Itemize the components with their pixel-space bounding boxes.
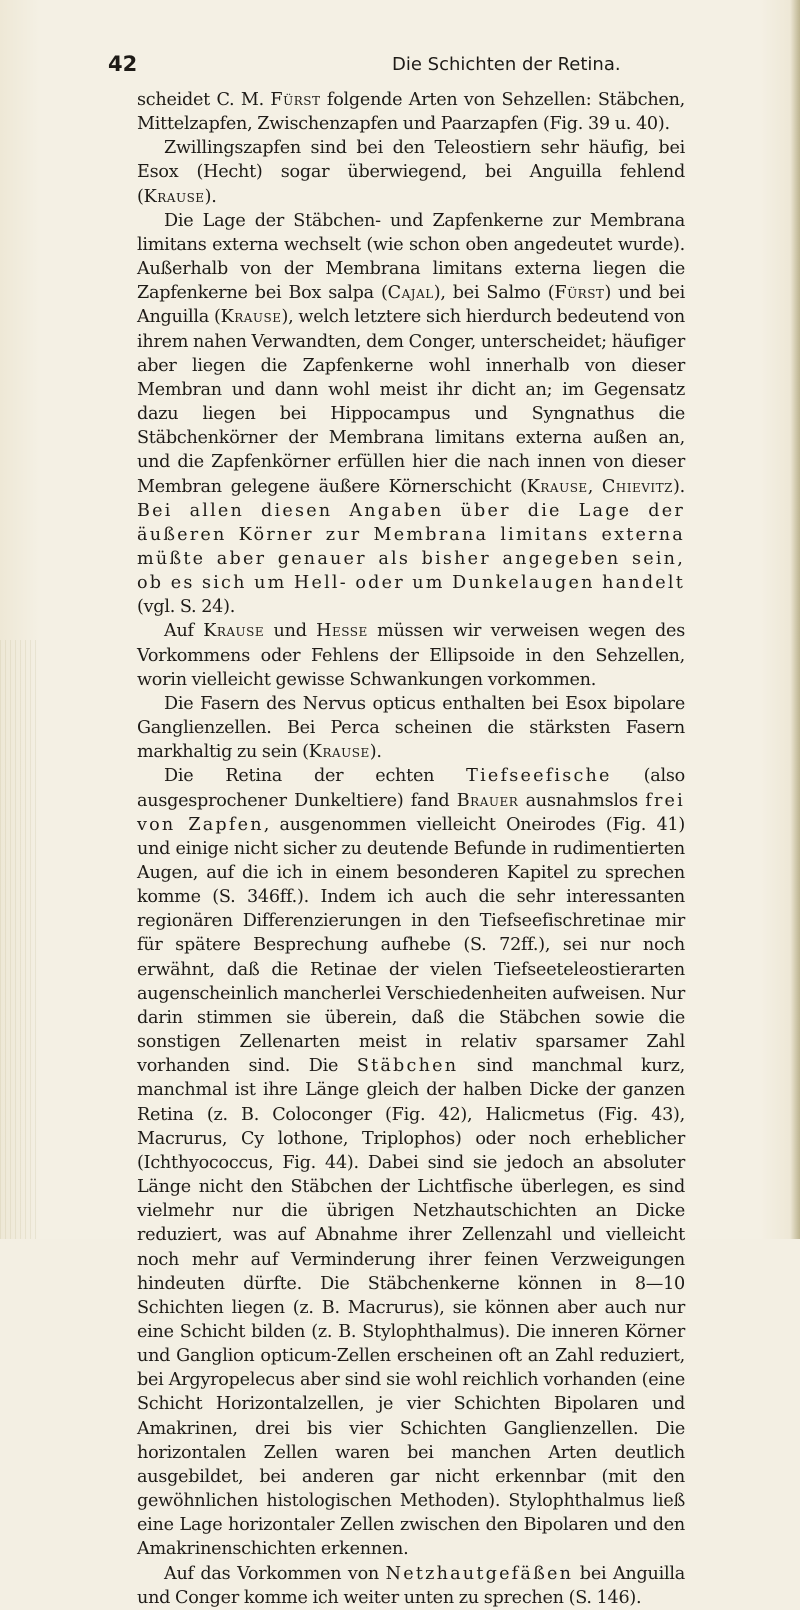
- paragraph: [137, 136, 685, 208]
- author-name: Cajal: [387, 283, 434, 304]
- text-run: Die Lage der Stäbchen- und Zapfenkerne zur Membrana limitans externa wechselt (wie schon oben angedeutet wurde). Außerhalb von der Membrana limitans externa liegen die Zapfenkerne bei Box salpa (: [137, 210, 685, 304]
- text-run: Zwillingszapfen sind bei den Teleostiern sehr häufig, bei Esox (Hecht) sogar überwiegend, bei Anguilla fehlend (: [137, 138, 685, 207]
- page-header: [108, 52, 688, 80]
- author-name: Fürst: [554, 283, 605, 304]
- text-run: (vgl. S. 24).: [137, 597, 236, 618]
- emphasized-text: Bei allen diesen Angaben über die Lage der äußeren Körner zur Membrana limitans externa müßte aber genauer als bisher angegeben sein, ob es sich um Hell- oder um Dunkelaugen handelt: [137, 500, 685, 594]
- text-run: ).: [673, 476, 685, 497]
- paragraph: [137, 209, 685, 620]
- text-run: folgende Arten von Sehzellen: Stäbchen, Mittelzapfen, Zwischenzapfen und Paarzapfen (Fig. 39 u. 40).: [137, 90, 685, 135]
- text-run: sind manchmal kurz, manchmal ist ihre Länge gleich der halben Dicke der ganzen Retina (z. B. Coloconger (Fig. 42), Halicmetus (Fig. 43), Macrurus, Cy lothone, Triplophos) oder noch erheblicher (Ichthyococcus, Fig. 44). Dabei sind sie jedoch an absoluter Länge nicht den Stäbchen der Lichtfische überlegen, es sind vielmehr nur die übrigen Netzhautschichten an Dicke reduziert, was auf Abnahme ihrer Zellenzahl und vielleicht noch mehr auf Verminderung ihrer feinen Verzweigungen hindeuten dürfte. Die Stäbchenkerne können in 8—10 Schichten liegen (z. B. Macrurus), sie können aber auch nur eine Schicht bilden (z. B. Stylophthalmus). Die inneren Körner und Ganglion opticum-Zellen erscheinen oft an Zahl reduziert, bei Argyropelecus aber sind sie wohl reichlich vorhanden (eine Schicht Horizontalzellen, je vier Schichten Bipolaren und Amakrinen, drei bis vier Schichten Ganglienzellen. Die horizontalen Zellen waren bei manchen Arten deutlich ausgebildet, bei anderen gar nicht erkennbar (mit den gewöhnlichen histologischen Methoden). Stylophthalmus ließ eine Lage horizontaler Zellen zwischen den Bipolaren und den Amakrinenschichten erkennen.: [137, 1056, 685, 1560]
- paragraph: [137, 88, 685, 136]
- running-title: Die Schichten der Retina.: [392, 54, 621, 75]
- text-run: ,: [587, 476, 602, 497]
- author-name: Krause: [143, 186, 205, 207]
- text-run: ).: [369, 742, 382, 763]
- page-edge-shadow: [790, 0, 800, 1239]
- paragraph: [137, 619, 685, 691]
- text-run: bei Anguilla und Conger komme ich weiter unten zu sprechen (S. 146).: [137, 1563, 685, 1608]
- author-name: Brauer: [456, 790, 519, 811]
- text-run: ausnahmslos: [518, 790, 646, 811]
- paragraph: [137, 764, 685, 1561]
- author-name: Krause: [526, 476, 588, 497]
- emphasized-text: Stäbchen: [356, 1056, 459, 1077]
- text-run: ) und bei Anguilla (: [137, 283, 686, 328]
- page-gutter-shadow: [0, 640, 36, 1239]
- text-run: (also ausgesprochener Dunkeltiere) fand: [137, 766, 686, 811]
- author-name: Krause: [220, 307, 282, 328]
- text-run: Die Retina der echten: [164, 766, 467, 787]
- paragraph: [137, 1562, 685, 1610]
- author-name: Fürst: [270, 90, 321, 110]
- author-name: Hesse: [316, 621, 368, 642]
- body-text: [137, 88, 685, 1610]
- text-run: müssen wir verweisen wegen des Vorkommens oder Fehlens der Ellipsoide in den Sehzellen, worin vielleicht gewisse Schwankungen vorkommen.: [137, 621, 685, 690]
- text-run: ).: [204, 186, 217, 207]
- text-run: , ausgenommen vielleicht Oneirodes (Fig. 41) und einige nicht sicher zu deutende Befunde in rudimentierten Augen, auf die ich in einem besonderen Kapitel zu sprechen komme (S. 346ff.). Indem ich auch die sehr interessanten regionären Differenzierungen in den Tiefseefischretinae mir für spätere Besprechung aufhebe (S. 72ff.), sei nur noch erwähnt, daß die Retinae der vielen Tiefseeteleostierarten augenscheinlich mancherlei Verschiedenheiten aufweisen. Nur darin stimmen sie überein, daß die Stäbchen sowie die sonstigen Zellenarten meist in relativ sparsamer Zahl vorhanden sind. Die: [137, 814, 685, 1077]
- page-number: 42: [108, 52, 138, 76]
- emphasized-text: Tiefseefische: [466, 766, 612, 787]
- text-run: Die Fasern des Nervus opticus enthalten bei Esox bipolare Ganglienzellen. Bei Perca scheinen die stärksten Fasern markhaltig zu sein (: [137, 693, 685, 763]
- text-run: Auf das Vorkommen von: [164, 1563, 386, 1584]
- author-name: Chievitz: [601, 476, 674, 497]
- text-run: ), bei Salmo (: [433, 283, 555, 304]
- paragraph: [137, 692, 685, 764]
- author-name: Krause: [308, 742, 370, 763]
- text-run: Auf: [164, 621, 204, 642]
- author-name: Krause: [203, 621, 265, 642]
- emphasized-text: frei von Zapfen: [137, 790, 685, 835]
- text-run: scheidet C. M.: [137, 90, 271, 110]
- text-run: ), welch letztere sich hierdurch bedeutend von ihrem nahen Verwandten, dem Conger, unterscheidet; häufiger aber liegen die Zapfenkerne wohl innerhalb von dieser Membran und dann wohl meist ihr dicht an; im Gegensatz dazu liegen bei Hippocampus und Syngnathus die Stäbchenkörner der Membrana limitans externa außen an, und die Zapfenkörner erfüllen hier die nach innen von dieser Membran gelegene äußere Körnerschicht (: [137, 307, 685, 497]
- text-run: und: [264, 621, 317, 642]
- emphasized-text: Netzhautgefäßen: [385, 1563, 574, 1584]
